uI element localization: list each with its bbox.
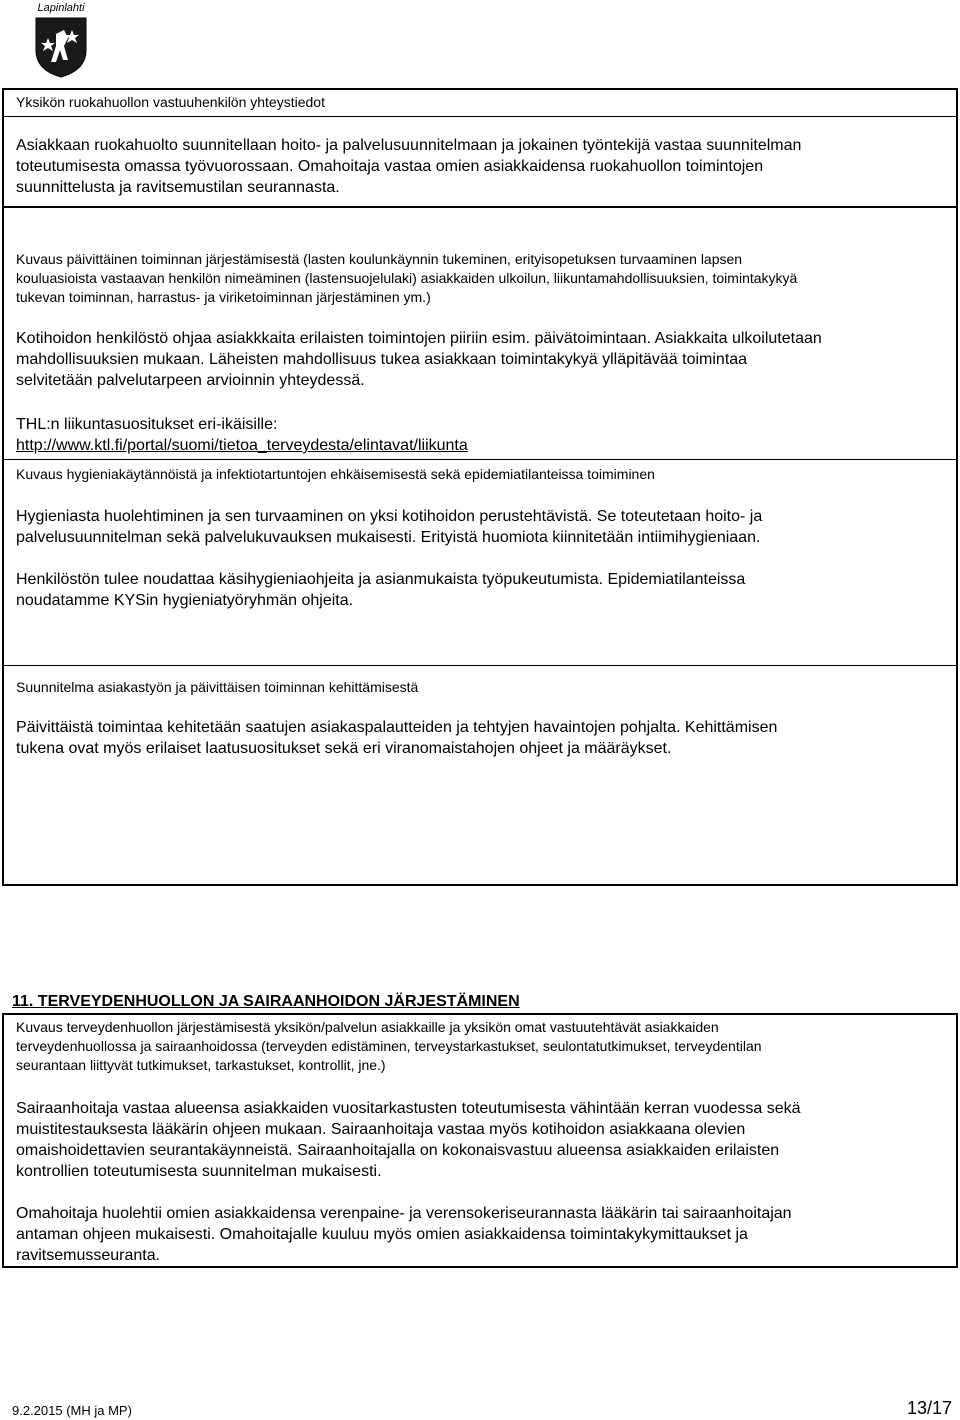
plan-prompt: Suunnitelma asiakastyön ja päivittäisen toiminnan kehittämisestä xyxy=(16,679,419,695)
health-para2-line-1: Omahoitaja huolehtii omien asiakkaidensa verenpaine- ja verensokeriseurannasta lääkärin tai sairaanhoitajan xyxy=(16,1205,792,1222)
nutrition-line-2: toteutumisesta omassa työvuorossaan. Omahoitaja vastaa omien asiakkaidensa ruokahuollon toimintojen xyxy=(16,158,764,175)
page-number: 13/17 xyxy=(906,1398,952,1418)
health-para1-line-4: kontrollien toteutumisesta suunnitelman mukaisesti. xyxy=(16,1163,382,1180)
divider xyxy=(4,116,956,117)
health-para2-line-3: ravitsemusseuranta. xyxy=(16,1247,161,1264)
daily-prompt-line-2: kouluasioista vastaavan henkilön nimeäminen (lastensuojelulaki) asiakkaiden ulkoilun, liikuntamahdollisuuksien, toimintakykyä xyxy=(16,270,798,286)
daily-prompt-line-1: Kuvaus päivittäinen toiminnan järjestämisestä (lasten koulunkäynnin tukeminen, erityisopetuksen turvaaminen lapsen xyxy=(16,251,743,267)
plan-body-line-1: Päivittäistä toimintaa kehitetään saatujen asiakaspalautteiden ja tehtyjen havaintojen pohjalta. Kehittämisen xyxy=(16,719,778,736)
section-heading: 11. TERVEYDENHUOLLON JA SAIRAANHOIDON JÄRJESTÄMINEN xyxy=(12,993,520,1010)
footer-date: 9.2.2015 (MH ja MP) xyxy=(12,1403,132,1418)
municipality-logo xyxy=(30,2,92,80)
health-care-section xyxy=(2,1013,958,1268)
health-prompt-line-1: Kuvaus terveydenhuollon järjestämisestä yksikön/palvelun asiakkaille ja yksikön omat vastuutehtävät asiakkaiden xyxy=(16,1019,719,1035)
daily-body-line-2: mahdollisuuksien mukaan. Läheisten mahdollisuus tukea asiakkaan toimintakykyä ylläpitävää toimintaa xyxy=(16,351,748,368)
health-para1-line-2: muistitestauksesta lääkärin ohjeen mukaan. Sairaanhoitaja vastaa myös kotihoidon asiakkaana olevien xyxy=(16,1121,746,1138)
hygiene-para1-line-1: Hygieniasta huolehtiminen ja sen turvaaminen on yksi kotihoidon perustehtävistä. Se toteutetaan hoito- ja xyxy=(16,508,763,525)
hygiene-para2-line-2: noudatamme KYSin hygieniatyöryhmän ohjeita. xyxy=(16,592,354,609)
plan-body-line-2: tukena ovat myös erilaiset laatusuositukset sekä eri viranomaistahojen ohjeet ja määräykset. xyxy=(16,740,672,757)
daily-body-line-1: Kotihoidon henkilöstö ohjaa asiakkkaita erilaisten toimintojen piiriin esim. päivätoimintaan. Asiakkaita ulkoilutetaan xyxy=(16,330,822,347)
nutrition-line-1: Asiakkaan ruokahuolto suunnitellaan hoito- ja palvelusuunnitelmaan ja jokainen työntekijä vastaa suunnitelman xyxy=(16,137,802,154)
divider xyxy=(4,665,956,666)
logo-text: Lapinlahti xyxy=(37,2,85,14)
health-para2-line-2: antaman ohjeen mukaisesti. Omahoitajalle kuuluu myös omien asiakkaidensa toimintakykymittaukset ja xyxy=(16,1226,748,1243)
thl-link[interactable]: http://www.ktl.fi/portal/suomi/tietoa_terveydesta/elintavat/liikunta xyxy=(16,437,468,454)
hygiene-para2-line-1: Henkilöstön tulee noudattaa käsihygieniaohjeita ja asianmukaista työpukeutumista. Epidemiatilanteissa xyxy=(16,571,746,588)
coat-of-arms-icon xyxy=(34,16,88,78)
contact-person-section xyxy=(2,88,958,208)
health-prompt-line-2: terveydenhuollossa ja sairaanhoidossa (terveyden edistäminen, terveystarkastukset, seulontatutkimukset, terveydentilan xyxy=(16,1038,762,1054)
daily-body-line-3: selvitetään palvelutarpeen arvioinnin yhteydessä. xyxy=(16,372,365,389)
nutrition-line-3: suunnittelusta ja ravitsemustilan seurannasta. xyxy=(16,179,340,196)
contact-person-title: Yksikön ruokahuollon vastuuhenkilön yhteystiedot xyxy=(16,94,325,110)
thl-label: THL:n liikuntasuositukset eri-ikäisille: xyxy=(16,416,278,433)
hygiene-prompt: Kuvaus hygieniakäytännöistä ja infektiotartuntojen ehkäisemisestä sekä epidemiatilanteissa toimiminen xyxy=(16,466,655,482)
hygiene-para1-line-2: palvelusuunnitelman sekä palvelukuvauksen mukaisesti. Erityistä huomiota kiinnitetään intiimihygieniaan. xyxy=(16,529,761,546)
health-para1-line-1: Sairaanhoitaja vastaa alueensa asiakkaiden vuositarkastusten toteutumisesta vähintään kerran vuodessa sekä xyxy=(16,1100,801,1117)
health-prompt-line-3: seurantaan liittyvät tutkimukset, tarkastukset, kontrollit, jne.) xyxy=(16,1057,386,1073)
health-para1-line-3: omaishoidettavien seurantakäynneistä. Sairaanhoitajalla on kokonaisvastuu alueensa asiakkaiden erilaisten xyxy=(16,1142,780,1159)
daily-activities-section xyxy=(2,206,958,886)
divider xyxy=(4,459,956,460)
daily-prompt-line-3: tukevan toiminnan, harrastus- ja viriketoiminnan järjestäminen ym.) xyxy=(16,289,431,305)
